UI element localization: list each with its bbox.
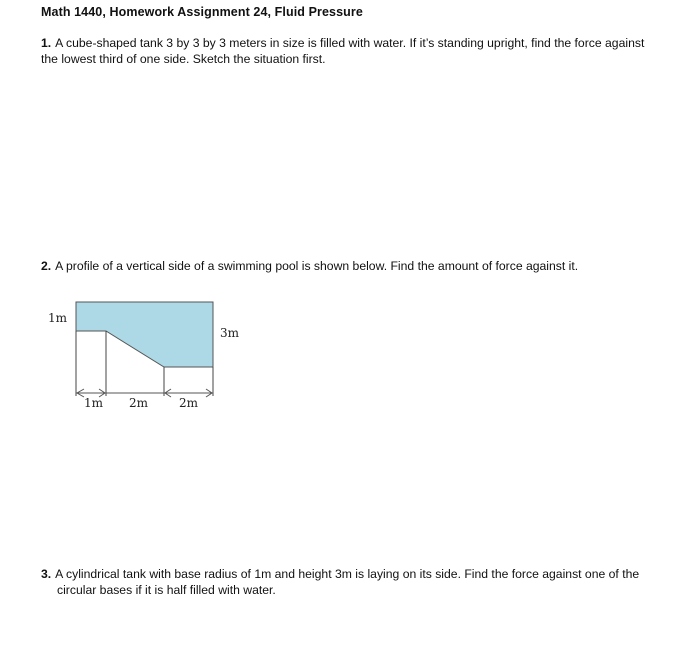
problem-3-text-line2: circular bases if it is half filled with water. [57, 583, 276, 597]
label-left-height: 1m [48, 311, 68, 325]
label-bottom-first: 1m [84, 396, 104, 410]
page-title: Math 1440, Homework Assignment 24, Fluid Pressure [41, 5, 363, 19]
problem-3-text-line1: A cylindrical tank with base radius of 1m and height 3m is laying on its side. Find the force against one of the [55, 567, 640, 581]
label-bottom-third: 2m [179, 396, 199, 410]
problem-2-text: A profile of a vertical side of a swimming pool is shown below. Find the amount of force against it. [55, 259, 579, 273]
label-right-height: 3m [220, 326, 240, 340]
problem-3-number: 3. [41, 567, 52, 581]
problem-1-number: 1. [41, 36, 52, 50]
problem-3 [41, 566, 681, 598]
pool-water-region [76, 302, 213, 367]
label-bottom-second: 2m [129, 396, 149, 410]
problem-2-number: 2. [41, 259, 52, 273]
problem-1-text: A cube-shaped tank 3 by 3 by 3 meters in size is filled with water. If it’s standing upright, find the force against the lowest third of one side. Sketch the situation first. [41, 36, 645, 66]
